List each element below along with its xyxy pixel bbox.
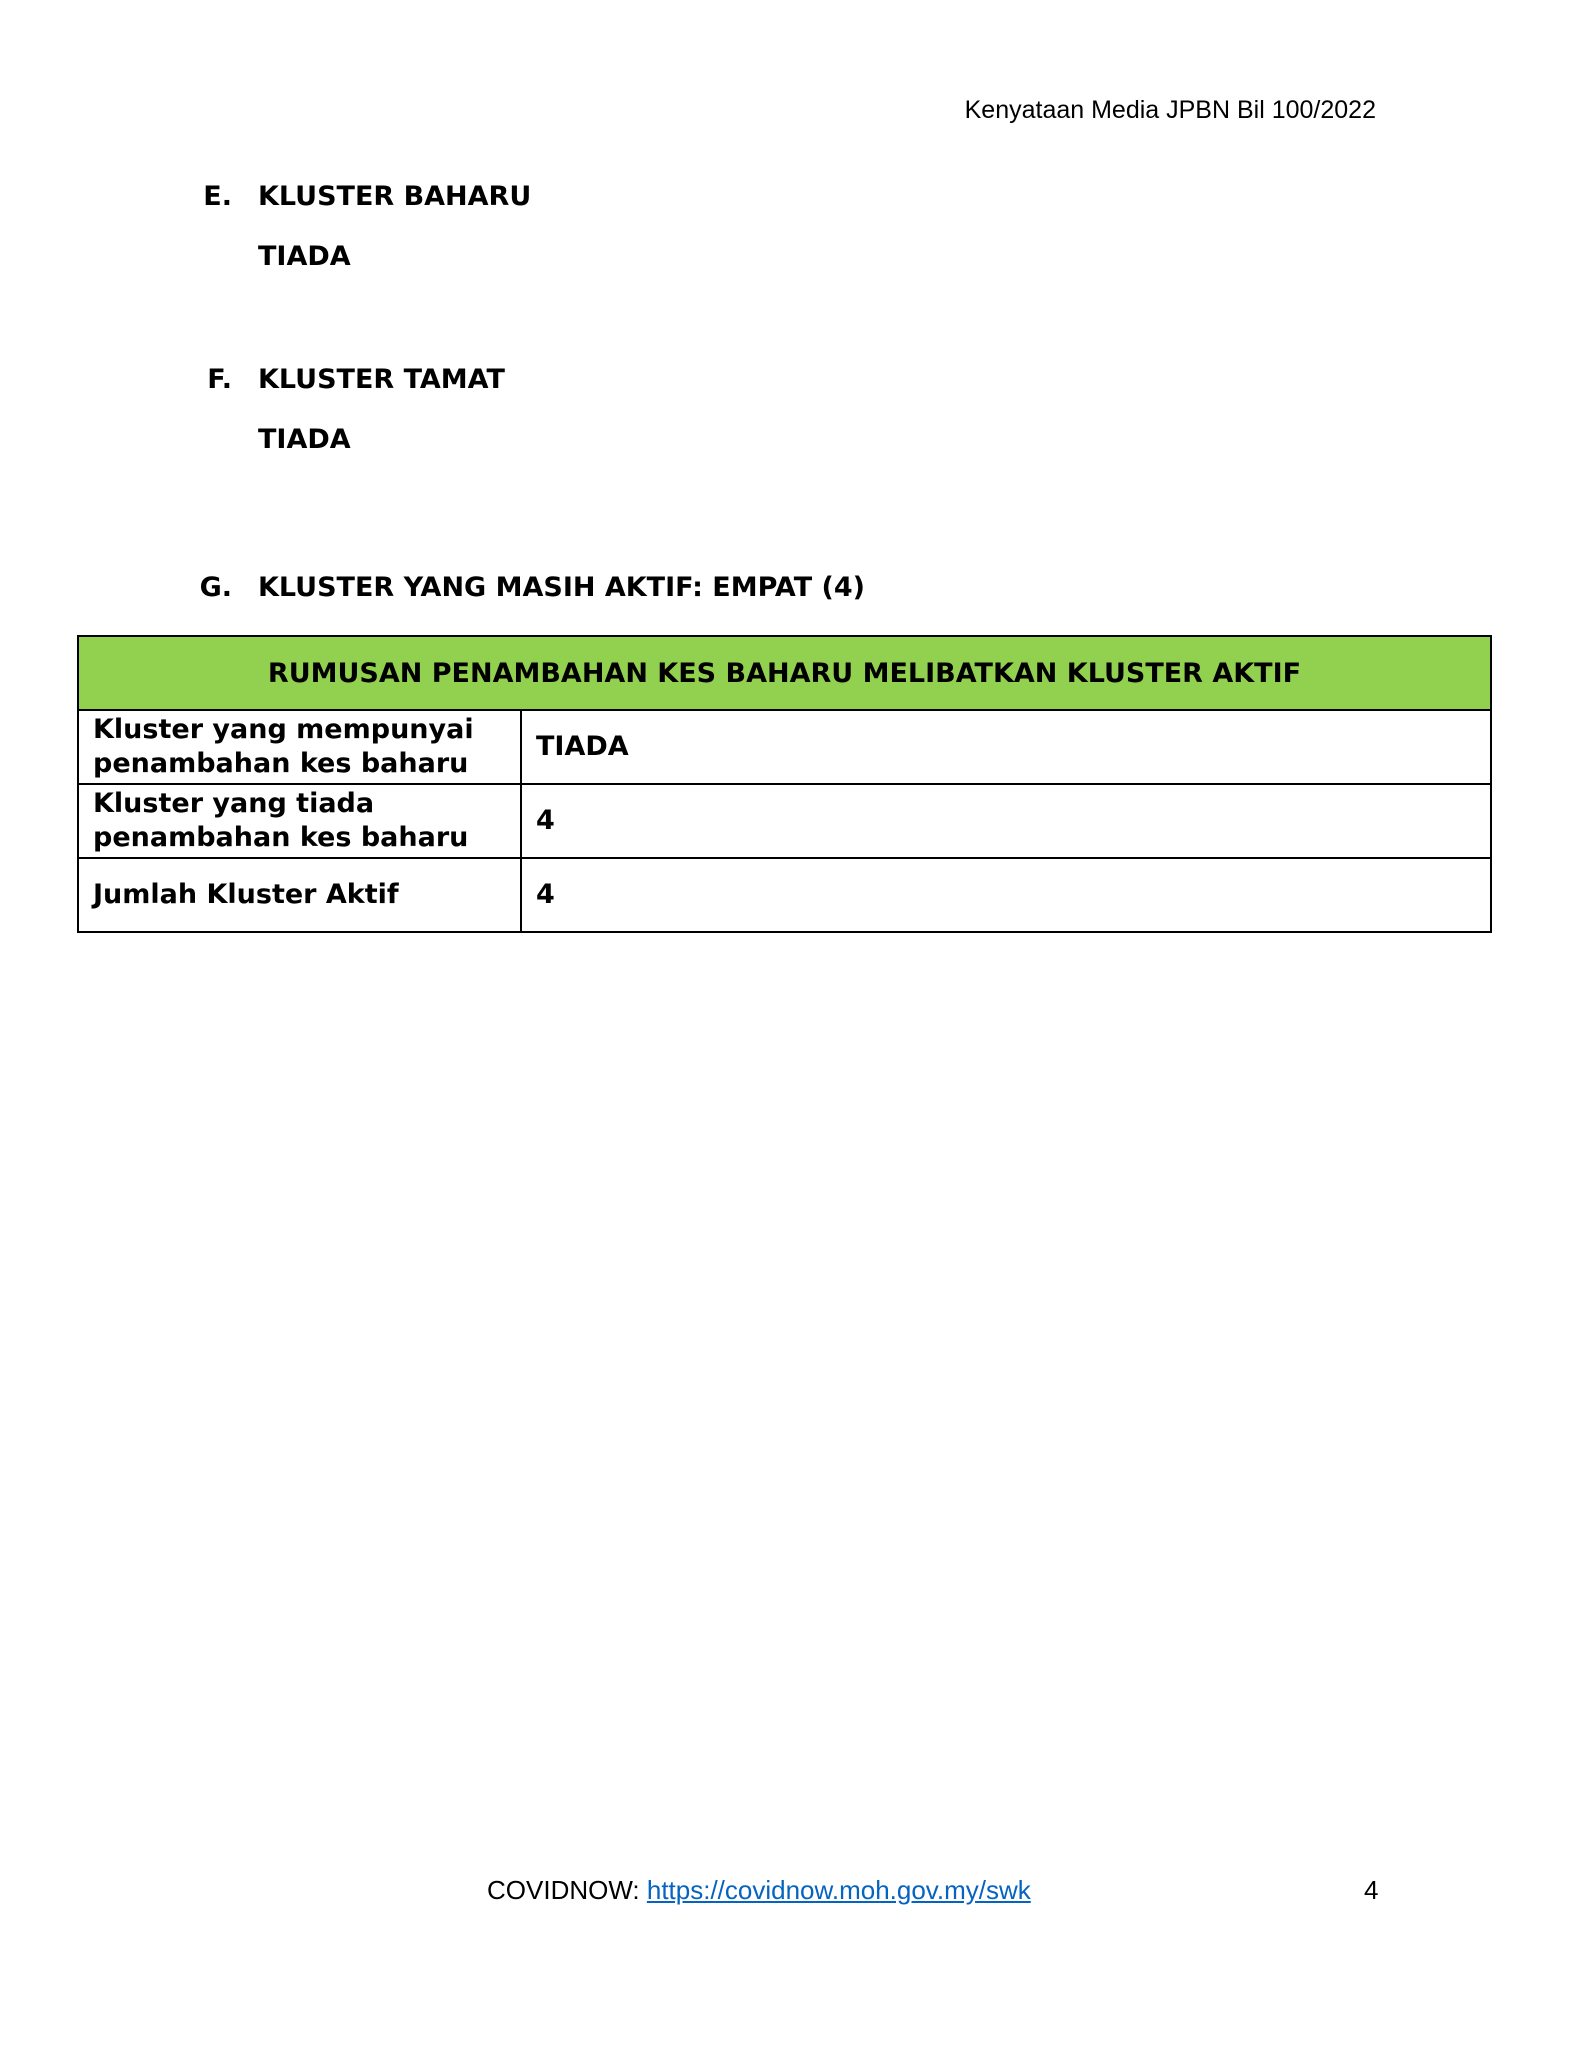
- section-e-value: TIADA: [258, 241, 351, 272]
- table-row: [78, 858, 1491, 932]
- label-line: Jumlah Kluster Aktif: [93, 879, 399, 910]
- document-reference: Kenyataan Media JPBN Bil 100/2022: [964, 96, 1376, 124]
- table-row-value: 4: [521, 858, 1491, 932]
- covidnow-link[interactable]: https://covidnow.moh.gov.my/swk: [646, 1875, 1031, 1905]
- label-line: Kluster yang mempunyai: [93, 714, 474, 745]
- footer-label: COVIDNOW:: [487, 1875, 647, 1905]
- label-line: penambahan kes baharu: [93, 748, 469, 779]
- label-line: penambahan kes baharu: [93, 822, 469, 853]
- table-row-label: [78, 784, 521, 858]
- table-header-row: [78, 636, 1491, 710]
- page-number: 4: [1364, 1875, 1379, 1905]
- section-g-letter: G.: [199, 572, 232, 603]
- table-row-value: 4: [521, 784, 1491, 858]
- footer: [487, 1875, 1031, 1906]
- table-row-label: [78, 858, 521, 932]
- table-row-value: TIADA: [521, 710, 1491, 784]
- section-g-title: KLUSTER YANG MASIH AKTIF: EMPAT (4): [258, 572, 866, 603]
- table-row: [78, 710, 1491, 784]
- active-cluster-summary-table: [77, 635, 1492, 933]
- table-row-label: [78, 710, 521, 784]
- table-row: [78, 784, 1491, 858]
- section-e-title: KLUSTER BAHARU: [258, 181, 532, 212]
- section-e-letter: E.: [203, 181, 232, 212]
- section-f-letter: F.: [207, 364, 232, 395]
- label-line: Kluster yang tiada: [93, 788, 375, 819]
- section-f-title: KLUSTER TAMAT: [258, 364, 505, 395]
- table-header: RUMUSAN PENAMBAHAN KES BAHARU MELIBATKAN KLUSTER AKTIF: [78, 636, 1491, 710]
- section-f-value: TIADA: [258, 424, 351, 455]
